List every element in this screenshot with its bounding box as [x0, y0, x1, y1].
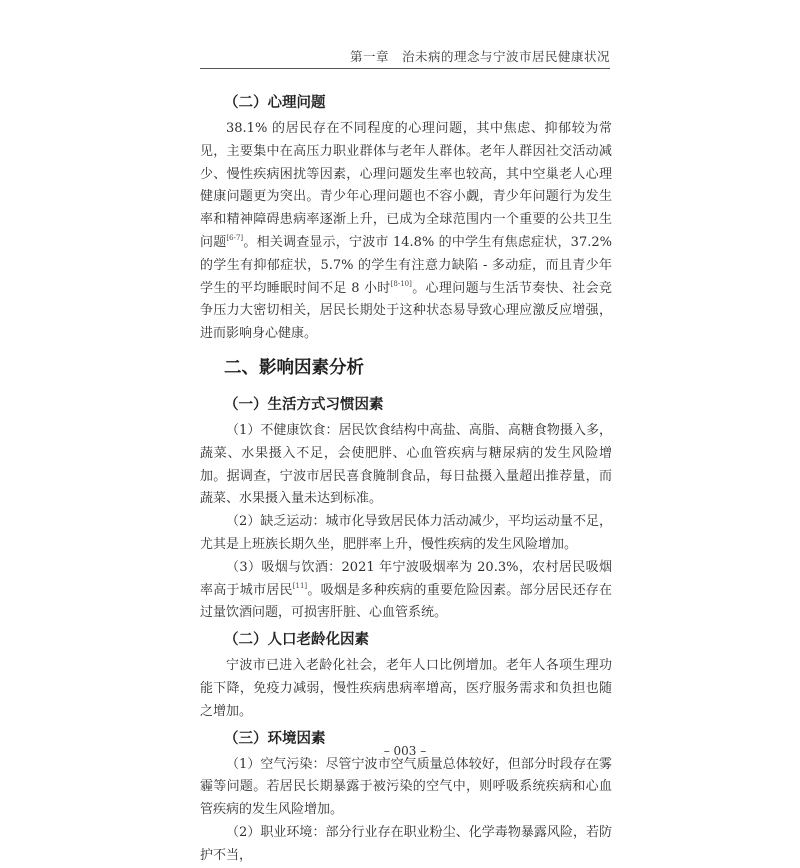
- aging-paragraph: 宁波市已进入老龄化社会，老年人口比例增加。老年人各项生理功能下降，免疫力减弱，慢性疾病患病率增高，医疗服务需求和负担也随之增加。: [200, 658, 612, 719]
- smoking-text-1: （3）吸烟与饮酒：2021 年宁波吸烟率为 20.3%，农村居民吸烟率高于城市居民: [200, 559, 612, 598]
- environment-item-occupational: （2）职业环境：部分行业存在职业粉尘、化学毒物暴露风险，若防护不当，: [200, 824, 612, 863]
- citation: [8-10]: [390, 279, 412, 288]
- section-heading: 二、影响因素分析: [224, 357, 364, 378]
- mental-health-text-2: 。相关调查显示，宁波市 14.8% 的中学生有焦虑症状，37.2% 的学生有抑郁症状，5.7% 的学生有注意力缺陷 - 多动症，而且青少年学生的平均睡眠时间不足 8 小时: [200, 234, 612, 296]
- citation: [6-7]: [226, 233, 244, 242]
- header-rule: [200, 68, 610, 69]
- lifestyle-item-smoking: [200, 557, 612, 625]
- lifestyle-item-exercise: （2）缺乏运动：城市化导致居民体力活动减少，平均运动量不足，尤其是上班族长期久坐，肥胖率上升，慢性疾病的发生风险增加。: [200, 514, 612, 552]
- mental-health-text-1: 38.1% 的居民存在不同程度的心理问题，其中焦虑、抑郁较为常见，主要集中在高压力职业群体与老年人群体。老年人群因社交活动减少、慢性疾病困扰等因素，心理问题发生率也较高，其中空巢老人心理健康问题更为突出。青少年心理问题也不容小觑，青少年问题行为发生率和精神障碍患病率逐渐上升，已成为全球范围内一个重要的公共卫生问题: [200, 121, 612, 250]
- mental-health-paragraph: [200, 118, 612, 346]
- mental-health-text-3: 。心理问题与生活节奏快、社会竞争压力大密切相关，居民长期处于这种状态易导致心理应激反应增强，进而影响身心健康。: [200, 280, 612, 342]
- page-number: – 003 –: [383, 744, 427, 758]
- mental-health-heading: （二）心理问题: [224, 95, 326, 111]
- lifestyle-item-diet: （1）不健康饮食：居民饮食结构中高盐、高脂、高糖食物摄入多，蔬菜、水果摄入不足，会使肥胖、心血管疾病与糖尿病的发生风险增加。据调查，宁波市居民喜食腌制食品，每日盐摄入量超出推荐量，而蔬菜、水果摄入量未达到标准。: [200, 422, 612, 507]
- aging-heading: （二）人口老龄化因素: [224, 632, 369, 649]
- running-header: 第一章 治未病的理念与宁波市居民健康状况: [349, 49, 610, 64]
- environment-item-air: （1）空气污染：尽管宁波市空气质量总体较好，但部分时段存在雾霾等问题。若居民长期暴露于被污染的空气中，则呼吸系统疾病和心血管疾病的发生风险增加。: [200, 756, 612, 818]
- lifestyle-heading: （一）生活方式习惯因素: [224, 396, 384, 413]
- smoking-text-2: 。吸烟是多种疾病的重要危险因素。部分居民还存在过量饮酒问题，可损害肝脏、心血管系统。: [200, 582, 612, 621]
- citation: [11]: [292, 581, 308, 590]
- environment-heading: （三）环境因素: [224, 730, 326, 747]
